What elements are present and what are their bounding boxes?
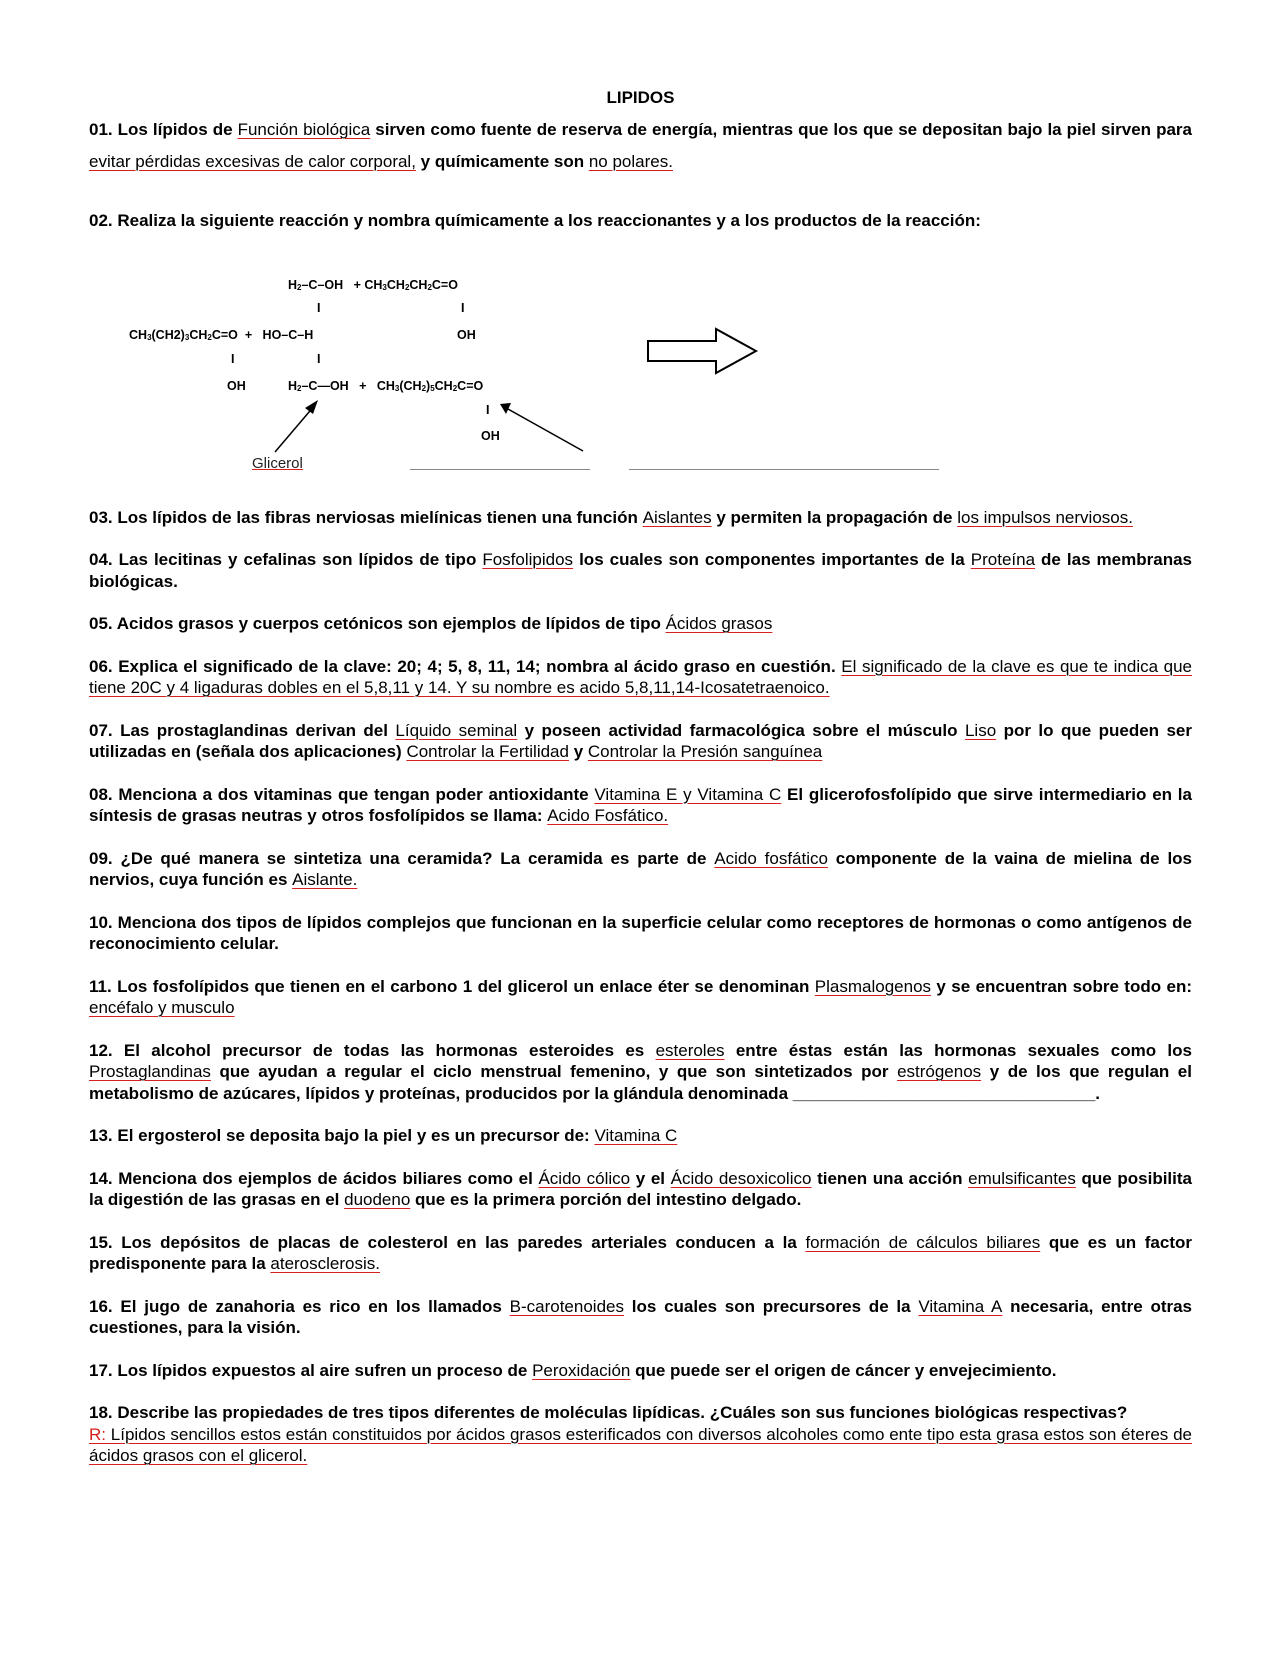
question-11: 11. Los fosfolípidos que tienen en el carbono 1 del glicerol un enlace éter se denominan Plasmalogenos y se encuentran sobre todo en: encéfalo y musculo <box>89 976 1192 1017</box>
bond-line: I <box>317 301 321 315</box>
answer-prefix: R: <box>89 1424 106 1444</box>
bond-line: I <box>317 352 321 366</box>
question-02: 02. Realiza la siguiente reacción y nombra químicamente a los reaccionantes y a los productos de la reacción: <box>89 211 981 230</box>
fatty-acid-formula: $CH_3(CH2)_3CH_2C=O + HO-C-H$ <box>129 328 314 342</box>
question-13: 13. El ergosterol se deposita bajo la piel y es un precursor de: Vitamina C <box>89 1126 678 1145</box>
question-10: 10. Menciona dos tipos de lípidos complejos que funcionan en la superficie celular como receptores de hormonas o como antígenos de reconocimiento celular. <box>89 912 1192 953</box>
question-05: 05. Acidos grasos y cuerpos cetónicos son ejemplos de lípidos de tipo Ácidos grasos <box>89 614 773 633</box>
oh-group: OH <box>481 429 500 443</box>
document-page <box>89 88 1192 1467</box>
page-title: LIPIDOS <box>606 88 675 107</box>
question-01: 01. Los lípidos de Función biológica sirven como fuente de reserva de energía, mientras que los que se depositan bajo la piel sirven para evitar pérdidas excesivas de calor corporal, y químicamente son no polares. <box>89 120 1192 171</box>
question-04: 04. Las lecitinas y cefalinas son lípidos de tipo Fosfolipidos los cuales son componentes importantes de la Proteína de las membranas biológicas. <box>89 550 1192 591</box>
question-15: 15. Los depósitos de placas de colesterol en las paredes arteriales conducen a la formación de cálculos biliares que es un factor predisponente para la aterosclerosis. <box>89 1232 1192 1273</box>
question-07: 07. Las prostaglandinas derivan del Líquido seminal y poseen actividad farmacológica sobre el músculo Liso por lo que pueden ser utilizadas en (señala dos aplicaciones) Controlar la Fertilidad y Controlar la Presión sanguínea <box>89 720 1192 761</box>
bond-line: I <box>486 403 490 417</box>
glycerol-top-formula: $H_2-C-OH + CH_3CH_2CH_2C=O$ <box>288 278 458 292</box>
question-12: 12. El alcohol precursor de todas las hormonas esteroides es esteroles entre éstas están las hormonas sexuales como los Prostaglandinas que ayudan a regular el ciclo menstrual femenino, y que son sintetizados por estrógenos y de los que regulan el metabolismo de azúcares, lípidos y proteínas, producidos por la glándula denominada ________________________________. <box>89 1040 1192 1103</box>
question-17: 17. Los lípidos expuestos al aire sufren un proceso de Peroxidación que puede ser el origen de cáncer y envejecimiento. <box>89 1360 1057 1380</box>
oh-group: OH <box>227 379 246 393</box>
glicerol-label: Glicerol <box>252 455 303 472</box>
bond-line: I <box>231 352 235 366</box>
question-14: 14. Menciona dos ejemplos de ácidos biliares como el Ácido cólico y el Ácido desoxicolico tienen una acción emulsificantes que posibilita la digestión de las grasas en el duodeno que es la primera porción del intestino delgado. <box>89 1168 1192 1209</box>
glycerol-bottom-formula: $H_2-C—OH + CH_3(CH_2)_5CH_2C=O$ <box>288 379 484 393</box>
question-06: 06. Explica el significado de la clave: 20; 4; 5, 8, 11, 14; nombra al ácido graso en cuestión. El significado de la clave es que te indica que tiene 20C y 4 ligaduras dobles en el 5,8,11 y 14. Y su nombre es acido 5,8,11,14-Icosatetraenoico. <box>89 656 1192 697</box>
question-18: 18. Describe las propiedades de tres tipos diferentes de moléculas lipídicas. ¿Cuáles son sus funciones biológicas respectivas? R: Lípidos sencillos estos están constituidos por ácidos grasos esterificados con diversos alcoholes como ente tipo esta grasa estos son éteres de ácidos grasos con el glicerol. <box>89 1403 1192 1465</box>
question-16: 16. El jugo de zanahoria es rico en los llamados B-carotenoides los cuales son precursores de la Vitamina A necesaria, entre otras cuestiones, para la visión. <box>89 1296 1193 1337</box>
bond-line: I <box>461 301 465 315</box>
question-09: 09. ¿De qué manera se sintetiza una ceramida? La ceramida es parte de Acido fosfático componente de la vaina de mielina de los nervios, cuya función es Aislante. <box>89 848 1193 889</box>
question-03: 03. Los lípidos de las fibras nerviosas mielínicas tienen una función Aislantes y permiten la propagación de los impulsos nerviosos. <box>89 507 1133 527</box>
oh-group: OH <box>457 328 476 342</box>
question-08: 08. Menciona a dos vitaminas que tengan poder antioxidante Vitamina E y Vitamina C El glicerofosfolípido que sirve intermediario en la síntesis de grasas neutras y otros fosfolípidos se llama: Acido Fosfático. <box>89 784 1192 825</box>
answer-blank: ________________________________. <box>792 1083 1101 1103</box>
